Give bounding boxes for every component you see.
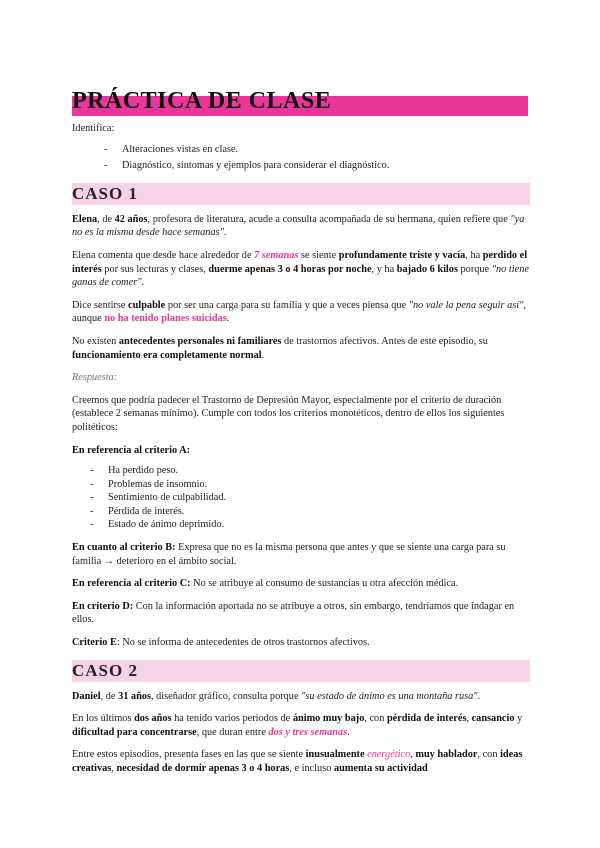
intro-list <box>72 143 530 173</box>
duration-highlight: dos y tres semanas <box>268 726 348 738</box>
symptom: aumenta su actividad <box>333 763 428 774</box>
symptom: profundamente triste y vacía <box>338 249 466 261</box>
text: Elena comenta que desde hace alrededor de <box>72 249 255 261</box>
text: . <box>223 227 227 239</box>
list-item: - Alteraciones vistas en clase. <box>104 143 530 157</box>
list-item: - Sentimiento de culpabilidad. <box>90 491 530 505</box>
intro-label: Identifica: <box>72 123 115 134</box>
text: Con la información aportada no se atribuye a otros, sin embargo, tendríamos que indagar en ellos. <box>72 600 515 626</box>
text: , <box>466 713 472 725</box>
quote: "ya no es la misma desde hace semanas" <box>72 213 525 239</box>
text: , y ha <box>371 263 397 275</box>
emphasis: dos años <box>134 713 172 725</box>
symptom: necesidad de dormir apenas 3 o 4 horas <box>116 763 290 774</box>
text: ha tenido varios periodos de <box>171 713 293 725</box>
text: . <box>347 726 350 738</box>
text: . <box>141 277 145 289</box>
quote: "no vale la pena seguir así" <box>408 299 524 311</box>
text: Expresa que no es la misma persona que antes y que se siente una carga para su familia → deterioro en el ámbito social. <box>72 542 506 567</box>
case-1-paragraph-2 <box>72 249 530 290</box>
text: . <box>477 690 481 702</box>
text: . <box>226 313 230 325</box>
text: : No se informa de antecedentes de otros trastornos afectivos. <box>116 637 370 649</box>
patient-name: Daniel <box>72 690 101 702</box>
criterion-label: Criterio E <box>72 637 117 649</box>
text: por sus lecturas y clases, <box>101 263 209 275</box>
text: , de <box>97 213 115 225</box>
criterion-a-label <box>72 444 530 458</box>
criterion-e <box>72 636 530 650</box>
case-2-paragraph-1 <box>72 690 530 704</box>
patient-age: 31 años <box>118 690 151 702</box>
criterion-c <box>72 577 530 591</box>
symptom: duerme apenas 3 o 4 horas por noche <box>208 263 372 275</box>
symptom: cansancio <box>471 713 515 725</box>
list-item: - Ha perdido peso. <box>90 464 530 478</box>
text: porque <box>457 263 492 275</box>
list-item: - Problemas de insomnio. <box>90 478 530 492</box>
criterion-b <box>72 541 530 568</box>
emphasis: funcionamiento era completamente normal <box>72 349 262 361</box>
text: , con <box>364 713 387 725</box>
text: y <box>514 713 523 725</box>
text: Entre estos episodios, presenta fases en las que se siente <box>72 749 306 761</box>
case-1-paragraph-4 <box>72 335 530 362</box>
text: de trastornos afectivos. Antes de este episodio, su <box>281 335 488 347</box>
emphasis: inusualmente <box>305 749 365 761</box>
text: , profesora de literatura, acude a consulta acompañada de su hermana, quien refiere que <box>147 213 511 225</box>
criterion-a-list <box>72 464 530 532</box>
list-item: - Pérdida de interés. <box>90 505 530 519</box>
symptom: bajado 6 kilos <box>396 263 458 275</box>
text: Dice sentirse <box>72 299 129 311</box>
case-2-paragraph-3 <box>72 748 530 775</box>
text: se siente <box>298 249 339 261</box>
text: , diseñador gráfico, consulta porque <box>150 690 302 702</box>
emphasis: antecedentes personales ni familiares <box>118 335 282 347</box>
answer-label: Respuesta: <box>72 372 118 384</box>
criterion-label: En cuanto al criterio B: <box>72 542 176 554</box>
text: No se atribuye al consumo de sustancias u otra afección médica. <box>190 578 459 590</box>
list-item: - Diagnóstico, síntomas y ejemplos para considerar el diagnóstico. <box>104 159 530 173</box>
patient-name: Elena <box>72 213 98 225</box>
quote: "no tiene ganas de comer" <box>72 263 529 289</box>
case-1-paragraph-1 <box>72 213 530 240</box>
criterion-d <box>72 600 530 627</box>
text: En los últimos <box>72 713 135 725</box>
criterion-label: En referencia al criterio A: <box>72 444 190 456</box>
symptom: pérdida de interés <box>386 713 467 725</box>
symptom: perdido el interés <box>72 249 528 275</box>
text: , de <box>100 690 119 702</box>
patient-age: 42 años <box>114 213 148 225</box>
case-2-paragraph-2 <box>72 712 530 739</box>
duration-highlight: 7 semanas <box>254 249 299 261</box>
text: , e incluso <box>289 763 334 774</box>
text: No existen <box>72 335 119 347</box>
text: , ha <box>465 249 483 261</box>
symptom: ánimo muy bajo <box>292 713 365 725</box>
case-1-paragraph-3 <box>72 299 530 326</box>
symptom: dificultad para concentrarse <box>72 726 197 738</box>
text: , <box>410 749 416 761</box>
document-body <box>72 122 530 785</box>
list-item: - Estado de ánimo deprimido. <box>90 518 530 532</box>
page-title: PRÁCTICA DE CLASE <box>72 88 332 114</box>
text: , que duran entre <box>196 726 269 738</box>
symptom: ideas creativas <box>72 749 523 774</box>
case-2-heading: CASO 2 <box>72 660 530 682</box>
symptom: muy hablador <box>415 749 478 761</box>
text: , <box>111 763 117 774</box>
criterion-label: En criterio D: <box>72 600 134 612</box>
symptom: culpable <box>128 299 166 311</box>
case-1-heading: CASO 1 <box>72 183 530 205</box>
quote: "su estado de ánimo es una montaña rusa" <box>301 690 478 702</box>
text: , aunque <box>72 299 526 325</box>
text: por ser una carga para su familia y que a veces piensa que <box>165 299 409 311</box>
text: , con <box>477 749 501 761</box>
criterion-label: En referencia al criterio C: <box>72 578 191 590</box>
text: . <box>261 349 265 361</box>
highlight: no ha tenido planes suicidas <box>104 313 227 325</box>
answer-text: Creemos que podría padecer el Trastorno de Depresión Mayor, especialmente por el criterio de duración (establece 2 semanas mínimo). Cumple con todos los criterios monotéticos, dentro de ellos los siguientes politéticos: <box>72 394 505 433</box>
highlight: energético <box>367 749 411 761</box>
